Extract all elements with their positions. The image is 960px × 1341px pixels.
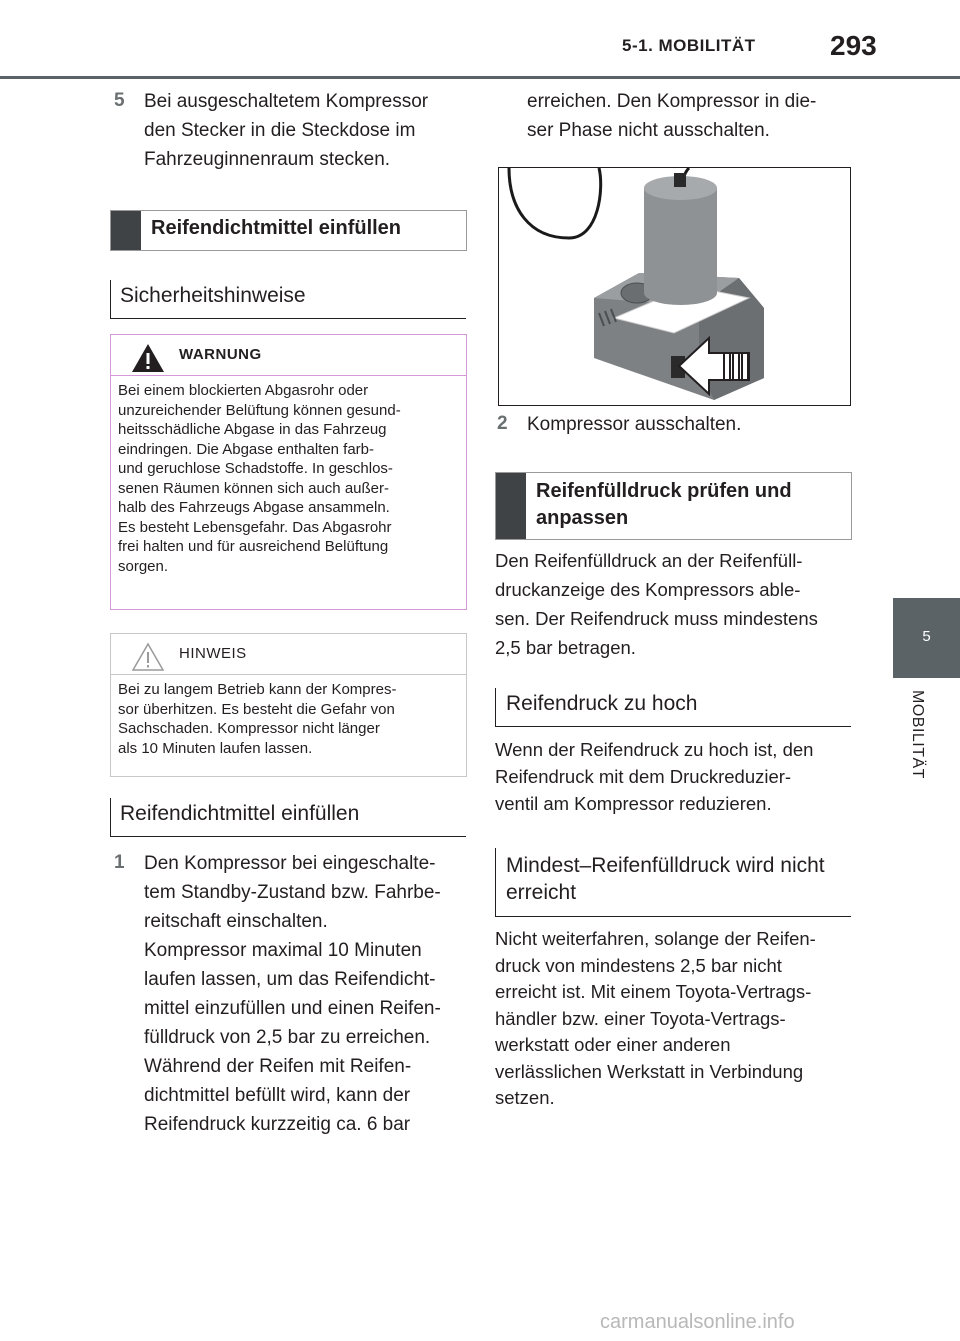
text-line: tem Standby-Zustand bzw. Fahrbe- [144,882,441,903]
subheading-bar [110,798,111,836]
warning-separator [111,375,466,376]
step-number-2: 2 [497,413,508,434]
text-line: heitsschädliche Abgase in das Fahrzeug [118,421,387,438]
heading-line: Mindest–Reifenfülldruck wird nicht [506,854,825,877]
step-number-5: 5 [114,90,125,111]
text-line: druckanzeige des Kompressors able- [495,579,801,600]
heading-line: Reifenfülldruck prüfen und [536,480,792,502]
text-line: unzureichender Belüftung können gesund- [118,401,401,419]
section-heading [536,478,843,532]
subheading-bar [495,848,496,916]
subheading-fill: Reifendichtmittel einfüllen [120,802,360,825]
heading-bar [111,211,141,250]
warning-title: WARNUNG [179,346,262,363]
subheading-safety: Sicherheitshinweise [120,284,306,307]
text-line: setzen. [495,1087,555,1108]
text-line: verlässlichen Werkstatt in Verbindung [495,1060,804,1082]
subheading-too-high: Reifendruck zu hoch [506,692,698,715]
text-line: sen. Der Reifendruck muss mindestens [495,608,818,629]
text-line: erreicht ist. Mit einem Toyota-Vertrags- [495,981,812,1002]
subheading-rule [110,318,466,319]
warning-triangle-icon [131,343,165,373]
caution-triangle-icon [131,642,165,672]
section-heading-box [110,210,467,251]
header-rule [0,76,960,79]
section-heading-box [495,472,852,540]
text-line: Während der Reifen mit Reifen- [144,1056,412,1077]
step-1-continued-text [527,87,857,145]
text-line: erreichen. Den Kompressor in die- [527,91,817,112]
heading-line: erreicht [506,881,577,904]
heading-bar [496,473,526,539]
text-line: Bei zu langem Betrieb kann der Kompres- [118,681,397,698]
heading-line: anpassen [536,507,629,529]
text-line: Reifendruck kurzzeitig ca. 6 bar [144,1114,411,1135]
section-title: 5-1. MOBILITÄT [622,36,756,55]
text-line: Fahrzeuginnenraum stecken. [144,149,391,170]
section-heading: Reifendichtmittel einfüllen [151,217,402,239]
subheading-rule [495,726,851,727]
note-separator [111,674,466,675]
text-line: fülldruck von 2,5 bar zu erreichen. [144,1027,431,1048]
text-line: den Stecker in die Steckdose im [144,120,416,141]
step-2-text: Kompressor ausschalten. [527,414,742,435]
text-line: reitschaft einschalten. [144,911,328,932]
note-box [110,633,467,777]
warning-box [110,334,467,610]
text-line: händler bzw. einer Toyota-Vertrags- [495,1007,786,1029]
text-line: und geruchlose Schadstoffe. In geschlos- [118,460,393,477]
text-line: Den Kompressor bei eingeschalte- [144,853,436,874]
text-line: Bei einem blockierten Abgasrohr oder [118,382,369,399]
text-line: Wenn der Reifendruck zu hoch ist, den [495,739,814,760]
text-line: frei halten und für ausreichend Belüftung [118,538,389,555]
text-line: Es besteht Lebensgefahr. Das Abgasrohr [118,518,392,536]
text-line: Reifendruck mit dem Druckreduzier- [495,766,792,787]
step-number-1: 1 [114,852,125,873]
text-line: Kompressor maximal 10 Minuten [144,940,422,961]
compressor-illustration [498,167,851,406]
note-text [118,680,463,758]
text-line: Bei ausgeschaltetem Kompressor [144,91,429,112]
text-line: sorgen. [118,557,169,575]
watermark: carmanualsonline.info [600,1311,795,1333]
minimum-paragraph [495,926,855,1112]
text-line: 2,5 bar betragen. [495,637,636,658]
text-line: Sachschaden. Kompressor nicht länger [118,720,380,737]
chapter-tab-label: MOBILITÄT [909,690,926,779]
subheading-rule [110,836,466,837]
text-line: sor überhitzen. Es besteht die Gefahr von [118,700,395,718]
text-line: eindringen. Die Abgase enthalten farb- [118,440,375,458]
text-line: halb des Fahrzeugs Abgase ansammeln. [118,499,390,516]
subheading-minimum [506,852,825,906]
chapter-tab-number: 5 [922,628,931,645]
warning-text [118,381,463,576]
subheading-rule [495,916,851,917]
text-line: ventil am Kompressor reduzieren. [495,793,772,814]
step-1-text [144,849,464,1139]
text-line: druck von mindestens 2,5 bar nicht [495,954,782,976]
text-line: werkstatt oder einer anderen [495,1034,731,1055]
page-number: 293 [830,30,877,61]
compressor-switch-icon [499,168,850,405]
text-line: ser Phase nicht ausschalten. [527,120,770,141]
too-high-paragraph [495,736,855,817]
note-title: HINWEIS [179,645,247,662]
subheading-bar [495,688,496,726]
text-line: senen Räumen können sich auch außer- [118,479,389,497]
text-line: als 10 Minuten laufen lassen. [118,739,313,757]
text-line: mittel einzufüllen und einen Reifen- [144,998,441,1019]
text-line: dichtmittel befüllt wird, kann der [144,1085,411,1106]
check-paragraph [495,546,855,662]
text-line: Nicht weiterfahren, solange der Reifen- [495,928,816,949]
text-line: Den Reifenfülldruck an der Reifenfüll- [495,550,803,571]
step-5-text [144,87,464,174]
text-line: laufen lassen, um das Reifendicht- [144,969,436,990]
subheading-bar [110,280,111,318]
